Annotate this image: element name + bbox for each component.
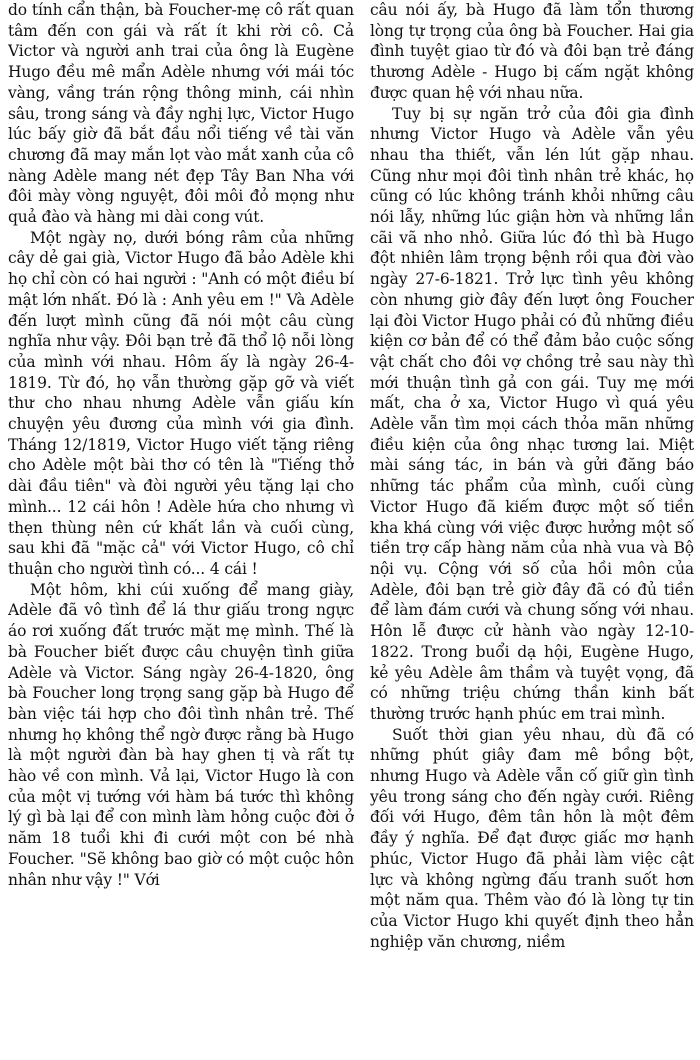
- paragraph: Suốt thời gian yêu nhau, dù đã có những phút giây đam mê bồng bột, nhưng Hugo và Adèle vẫn cố giữ gìn tình yêu trong sáng cho đến ngày cưới. Riêng đối với Hugo, đêm tân hôn là một đêm đầy ý nghĩa. Để đạt được giấc mơ hạnh phúc, Victor Hugo đã phải làm việc cật lực và không ngừng đấu tranh suốt hơn một năm qua. Thêm vào đó là lòng tự tin của Victor Hugo khi quyết định theo hẳn nghiệp văn chương, niềm: [370, 725, 694, 951]
- paragraph: Một ngày nọ, dưới bóng râm của những cây dẻ gai già, Victor Hugo đã bảo Adèle khi họ chỉ còn có hai người : "Anh có một điều bí mật lớn nhất. Đó là : Anh yêu em !" Và Adèle đến lượt mình cũng đã nói một câu cùng nghĩa như vậy. Đôi bạn trẻ đã thổ lộ nỗi lòng của mình với nhau. Hôm ấy là ngày 26-4-1819. Từ đó, họ vẫn thường gặp gỡ và viết thư cho nhau nhưng Adèle vẫn giấu kín chuyện yêu đương của mình với gia đình. Tháng 12/1819, Victor Hugo viết tặng riêng cho Adèle một bài thơ có tên là "Tiếng thở dài đầu tiên" và đòi người yêu tặng lại cho mình... 12 cái hôn ! Adèle hứa cho nhưng vì thẹn thùng nên cứ khất lần và cuối cùng, sau khi đã "mặc cả" với Victor Hugo, cô chỉ thuận cho người tình có... 4 cái !: [8, 228, 354, 578]
- left-text-column: [8, 0, 354, 1060]
- paragraph: Tuy bị sự ngăn trở của đôi gia đình nhưng Victor Hugo và Adèle vẫn yêu nhau tha thiết, vẫn lén lút gặp nhau. Cũng như mọi đôi tình nhân trẻ khác, họ cũng có lúc không tránh khỏi những câu nói lẫy, những lúc giận hờn và những lần cãi vã nho nhỏ. Giữa lúc đó thì bà Hugo đột nhiên lâm trọng bệnh rồi qua đời vào ngày 27-6-1821. Trở lực tình yêu không còn nhưng giờ đây đến lượt ông Foucher lại đòi Victor Hugo phải có đủ những điều kiện cơ bản để có thể đảm bảo cuộc sống vật chất cho đôi vợ chồng trẻ sau này thì mới thuận tình gả con gái. Tuy mẹ mới mất, cha ở xa, Victor Hugo vì quá yêu Adèle vẫn tìm mọi cách thỏa mãn những điều kiện của ông nhạc tương lai. Miệt mài sáng tác, in bán và gửi đăng báo những tác phẩm của mình, cuối cùng Victor Hugo đã kiếm được một số tiền kha khá cùng với việc được hưởng một số tiền trợ cấp hàng năm của nhà vua và Bộ nội vụ. Cộng với số của hồi môn của Adèle, đôi bạn trẻ giờ đây đã có đủ tiền để làm đám cưới và chung sống với nhau. Hôn lễ được cử hành vào ngày 12-10-1822. Trong buổi dạ hội, Eugène Hugo, kẻ yêu Adèle âm thầm và tuyệt vọng, đã có những triệu chứng thần kinh bất thường trước hạnh phúc em trai mình.: [370, 104, 694, 723]
- right-text-column: [370, 0, 694, 1060]
- paragraph: Một hôm, khi cúi xuống để mang giày, Adèle đã vô tình để lá thư giấu trong ngực áo rơi xuống đất trước mặt mẹ mình. Thế là bà Foucher biết được câu chuyện tình giữa Adèle và Victor. Sáng ngày 26-4-1820, ông bà Foucher long trọng sang gặp bà Hugo để bàn việc tái hợp cho đôi tình nhân trẻ. Thế nhưng họ không thể ngờ được rằng bà Hugo là một người đàn bà hay ghen tị và rất tự hào về con mình. Vả lại, Victor Hugo là con của một vị tướng với hàm bá tước thì không lý gì bà lại để con mình làm hỏng cuộc đời ở năm 18 tuổi khi đi cưới một con bé nhà Foucher. "Sẽ không bao giờ có một cuộc hôn nhân như vậy !" Với: [8, 580, 354, 889]
- paragraph: câu nói ấy, bà Hugo đã làm tổn thương lòng tự trọng của ông bà Foucher. Hai gia đình tuyệt giao từ đó và đôi bạn trẻ đáng thương Adèle - Hugo bị cấm ngặt không được quan hệ với nhau nữa.: [370, 1, 694, 102]
- paragraph: do tính cẩn thận, bà Foucher-mẹ cô rất quan tâm đến con gái và rất ít khi rời cô. Cả Victor và người anh trai của ông là Eugène Hugo đều mê mẩn Adèle nhưng với mái tóc vàng, vầng trán rộng thông minh, cái nhìn sâu, trong sáng và đầy nghị lực, Victor Hugo lúc bấy giờ đã bắt đầu nổi tiếng về tài văn chương đã may mắn lọt vào mắt xanh của cô nàng Adèle mang nét đẹp Tây Ban Nha với đôi mày vòng nguyệt, đôi môi đỏ mọng như quả đào và hàng mi dài cong vút.: [8, 1, 354, 227]
